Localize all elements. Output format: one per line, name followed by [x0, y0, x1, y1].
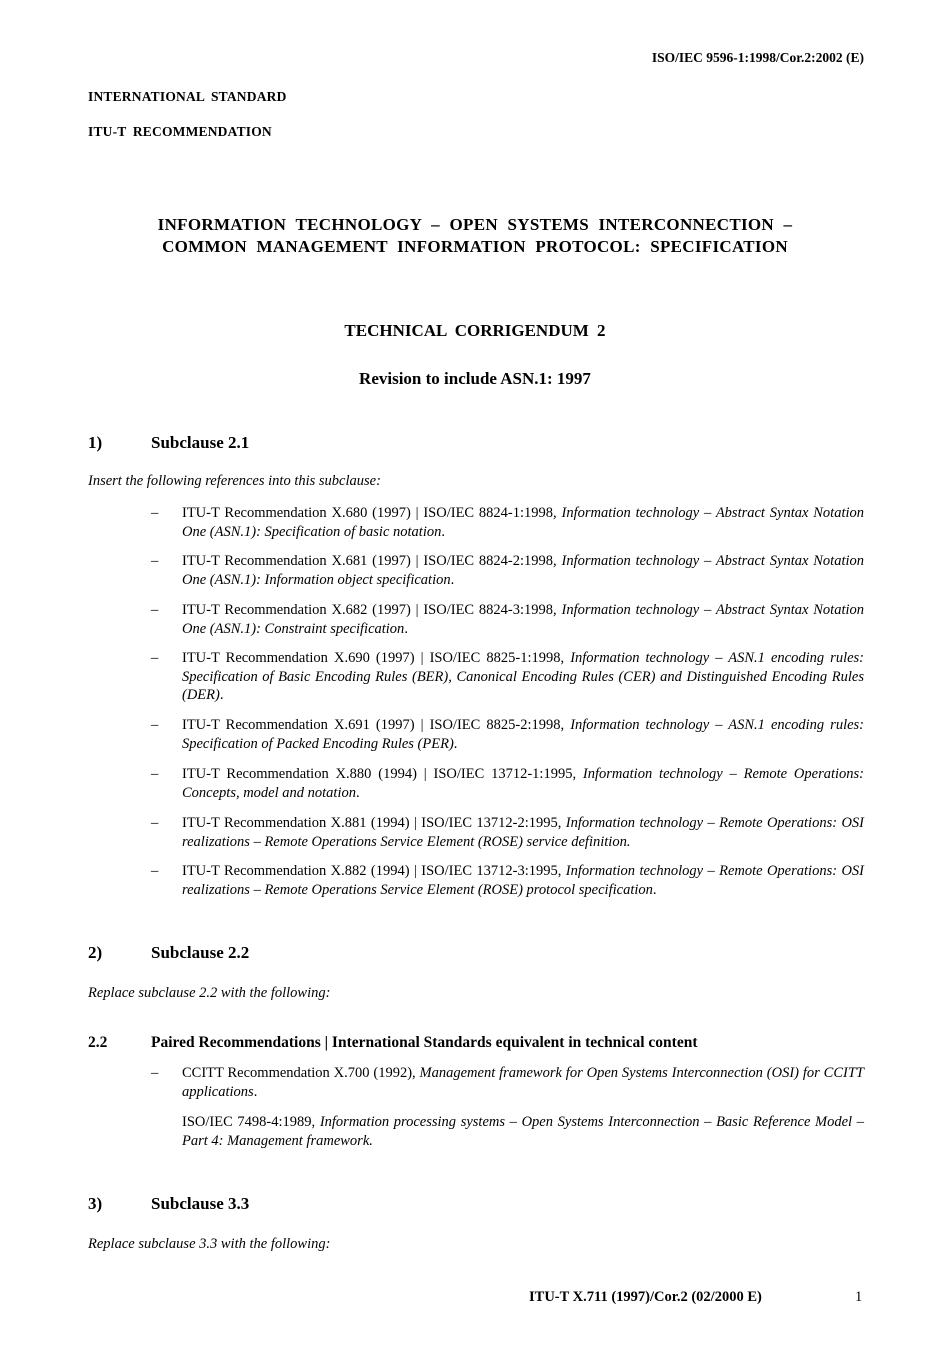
standard-label: INTERNATIONAL STANDARD	[88, 89, 287, 104]
section-number: 1)	[88, 433, 103, 452]
reference-item: – ITU-T Recommendation X.881 (1994) | ISO/IEC 13712-2:1995, Information technology – Remote Operations: OSI realizations – Remote Operations Service Element (ROSE) service definition.	[151, 815, 864, 850]
section-instruction: Replace subclause 2.2 with the following:	[88, 985, 331, 1001]
reference-item: – ITU-T Recommendation X.680 (1997) | ISO/IEC 8824-1:1998, Information technology – Abstract Syntax Notation One (ASN.1): Specification of basic notation.	[151, 505, 864, 540]
subclause-number: 2.2	[88, 1034, 108, 1051]
list-dash: –	[151, 766, 159, 782]
reference-item: – ITU-T Recommendation X.690 (1997) | ISO/IEC 8825-1:1998, Information technology – ASN.1 encoding rules: Specification of Basic Encoding Rules (BER), Canonical Encoding Rules (CER) and Distinguished Encoding Rules (DER).	[151, 650, 865, 703]
section-title: Subclause 3.3	[151, 1194, 250, 1213]
title-line-1: INFORMATION TECHNOLOGY – OPEN SYSTEMS INTERCONNECTION –	[157, 215, 793, 234]
revision-title: Revision to include ASN.1: 1997	[359, 369, 591, 388]
list-dash: –	[151, 815, 159, 831]
section-instruction: Replace subclause 3.3 with the following:	[88, 1236, 331, 1252]
reference-item: – ITU-T Recommendation X.691 (1997) | ISO/IEC 8825-2:1998, Information technology – ASN.1 encoding rules: Specification of Packed Encoding Rules (PER).	[151, 717, 865, 752]
reference-item: – ITU-T Recommendation X.681 (1997) | ISO/IEC 8824-2:1998, Information technology – Abstract Syntax Notation One (ASN.1): Information object specification.	[151, 553, 864, 588]
reference-item: – ITU-T Recommendation X.882 (1994) | ISO/IEC 13712-3:1995, Information technology – Remote Operations: OSI realizations – Remote Operations Service Element (ROSE) protocol specification.	[151, 863, 864, 898]
list-dash: –	[151, 505, 159, 521]
section-instruction: Insert the following references into this subclause:	[88, 473, 381, 489]
list-dash: –	[151, 650, 159, 666]
reference-paragraph: ISO/IEC 7498-4:1989, Information processing systems – Open Systems Interconnection – Basic Reference Model – Part 4: Management framework.	[182, 1114, 864, 1149]
title-line-2: COMMON MANAGEMENT INFORMATION PROTOCOL: SPECIFICATION	[162, 237, 788, 256]
list-dash: –	[151, 553, 159, 569]
reference-item: – CCITT Recommendation X.700 (1992), Management framework for Open Systems Interconnection (OSI) for CCITT applications.	[151, 1065, 864, 1100]
page-number: 1	[855, 1289, 863, 1305]
section-title: Subclause 2.1	[151, 433, 250, 452]
reference-item: – ITU-T Recommendation X.682 (1997) | ISO/IEC 8824-3:1998, Information technology – Abstract Syntax Notation One (ASN.1): Constraint specification.	[151, 602, 864, 637]
section-number: 2)	[88, 943, 103, 962]
reference-item: – ITU-T Recommendation X.880 (1994) | ISO/IEC 13712-1:1995, Information technology – Remote Operations: Concepts, model and notation.	[151, 766, 865, 801]
list-dash: –	[151, 863, 159, 879]
footer-document-id: ITU-T X.711 (1997)/Cor.2 (02/2000 E)	[529, 1289, 762, 1305]
recommendation-label: ITU-T RECOMMENDATION	[88, 124, 272, 139]
list-dash: –	[151, 1065, 159, 1081]
list-dash: –	[151, 717, 159, 733]
subclause-title: Paired Recommendations | International Standards equivalent in technical content	[151, 1034, 698, 1051]
document-reference: ISO/IEC 9596-1:1998/Cor.2:2002 (E)	[651, 50, 864, 65]
list-dash: –	[151, 602, 159, 618]
section-title: Subclause 2.2	[151, 943, 250, 962]
section-number: 3)	[88, 1194, 103, 1213]
corrigendum-title: TECHNICAL CORRIGENDUM 2	[344, 321, 606, 340]
